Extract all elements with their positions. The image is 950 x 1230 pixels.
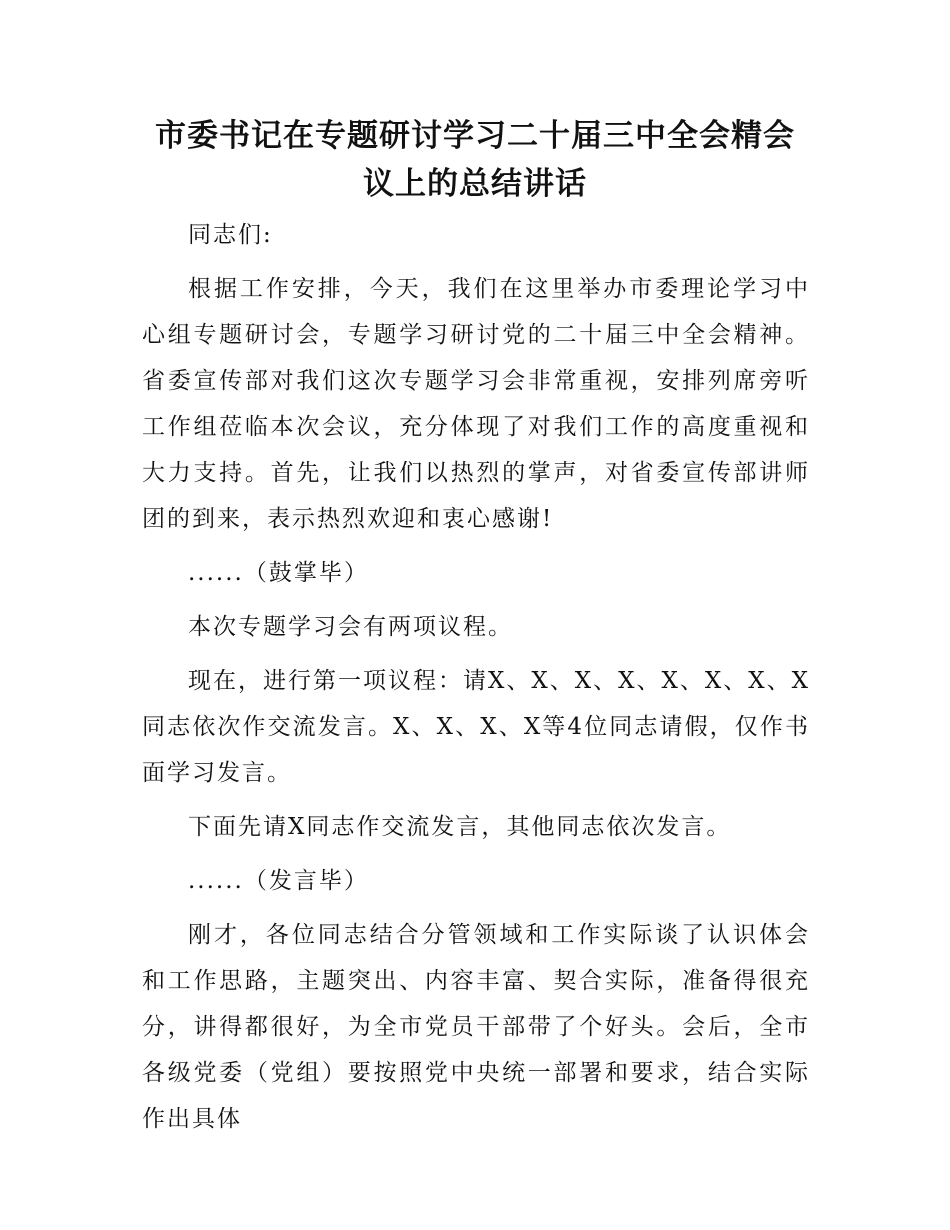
opening-paragraph: 根据工作安排，今天，我们在这里举办市委理论学习中心组专题研讨会，专题学习研讨党的二十届三中全会精神。省委宣传部对我们这次专题学习会非常重视，安排列席旁听工作组莅临本次会议，充分体现了对我们工作的高度重视和大力支持。首先，让我们以热烈的掌声，对省委宣传部讲师团的到来，表示热烈欢迎和衷心感谢!	[142, 276, 810, 532]
document-body	[142, 212, 810, 1150]
document-title	[130, 112, 820, 208]
title-line-2: 议上的总结讲话	[363, 166, 587, 202]
first-agenda-paragraph: 现在，进行第一项议程：请X、X、X、X、X、X、X、X同志依次作交流发言。X、X、X、X等4位同志请假，仅作书面学习发言。	[142, 668, 810, 786]
summary-paragraph: 刚才，各位同志结合分管领域和工作实际谈了认识体会和工作思路，主题突出、内容丰富、契合实际，准备得很充分，讲得都很好，为全市党员干部带了个好头。会后，全市各级党委（党组）要按照党中央统一部署和要求，结合实际作出具体	[142, 922, 810, 1132]
speech-end-note: ......（发言毕）	[188, 868, 369, 894]
applause-note: ......（鼓掌毕）	[188, 560, 369, 586]
speaker-order-paragraph: 下面先请X同志作交流发言，其他同志依次发言。	[188, 814, 732, 840]
title-line-1: 市委书记在专题研讨学习二十届三中全会精会	[155, 118, 795, 154]
agenda-paragraph: 本次专题学习会有两项议程。	[188, 614, 513, 640]
salutation-paragraph: 同志们:	[188, 222, 273, 248]
